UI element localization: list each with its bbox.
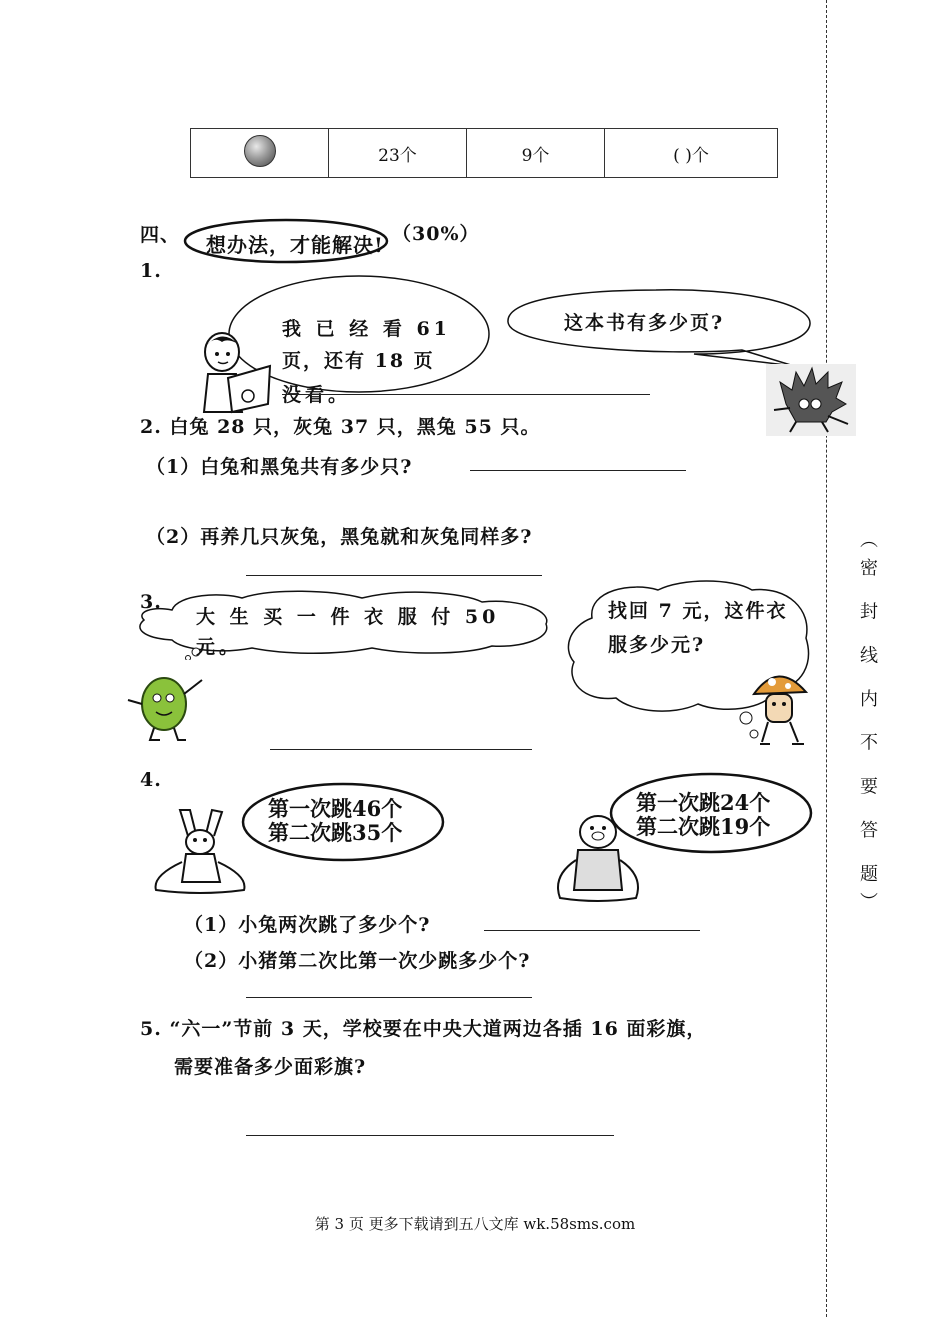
hedgehog-icon [766, 364, 856, 436]
q4-number: 4. [140, 769, 162, 791]
pig-skipping-icon [552, 810, 644, 904]
q2-sub1: （1）白兔和黑兔共有多少只? [146, 456, 413, 478]
rabbit-skipping-icon [150, 806, 250, 896]
q5-line2: 需要准备多少面彩旗? [174, 1056, 367, 1078]
q3-reply-line: 服多少元? [608, 634, 706, 656]
q5-answer-line[interactable] [246, 1135, 614, 1136]
q2-sub2-answer-line[interactable] [246, 575, 542, 576]
ball-icon [244, 135, 276, 167]
q3-speech-line: 大 生 买 一 件 衣 服 付 50 [196, 606, 500, 628]
page-footer: 第 3 页 更多下载请到五八文库 wk.58sms.com [314, 1215, 636, 1233]
q2-text: 2. 白兔 28 只，灰兔 37 只，黑兔 55 只。 [140, 416, 541, 438]
q4-sub1-answer-line[interactable] [484, 930, 700, 931]
mushroom-character-icon [748, 664, 812, 750]
section-score: （30%） [392, 223, 480, 245]
table-cell-icon [191, 129, 329, 178]
q4-sub1: （1）小兔两次跳了多少个? [184, 914, 431, 936]
q1-speech-line: 页，还有 18 页 [282, 350, 435, 372]
q3-speech-line: 元。 [196, 636, 243, 658]
table-row [191, 129, 778, 178]
table-cell: 9个 [467, 129, 605, 178]
table-cell: 23个 [329, 129, 467, 178]
q3-reply-line: 找回 7 元，这件衣 [608, 600, 788, 622]
count-table [190, 128, 778, 178]
q2-sub1-answer-line[interactable] [470, 470, 686, 471]
q5-line1: 5. “六一”节前 3 天，学校要在中央大道两边各插 16 面彩旗， [140, 1018, 707, 1040]
seal-note: （密 封 线 内 不 要 答 题） [857, 530, 878, 921]
boy-reading-icon [192, 330, 274, 418]
q4-pig-line: 第二次跳19个 [636, 814, 771, 839]
q1-number: 1. [140, 260, 162, 282]
q4-pig-line: 第一次跳24个 [636, 790, 771, 815]
q4-rabbit-line: 第一次跳46个 [268, 796, 403, 821]
q2-sub2: （2）再养几只灰兔，黑兔就和灰兔同样多? [146, 526, 533, 548]
section-number: 四、 [140, 224, 181, 246]
green-character-icon [124, 664, 206, 744]
q3-number: 3. [140, 591, 162, 613]
q1-answer-line[interactable] [282, 394, 650, 395]
q4-sub2-answer-line[interactable] [246, 997, 532, 998]
q4-rabbit-line: 第二次跳35个 [268, 820, 403, 845]
section-banner-text: 想办法，才能解决! [206, 233, 384, 257]
seal-dashed-line [826, 0, 827, 1317]
q4-sub2: （2）小猪第二次比第一次少跳多少个? [184, 950, 531, 972]
table-cell-answer: ( )个 [605, 129, 778, 178]
q1-speech-line: 我 已 经 看 61 [282, 318, 451, 340]
q1-question-text: 这本书有多少页? [564, 312, 725, 334]
q1-speech-line: 没看。 [282, 384, 352, 406]
q3-answer-line[interactable] [270, 749, 532, 750]
